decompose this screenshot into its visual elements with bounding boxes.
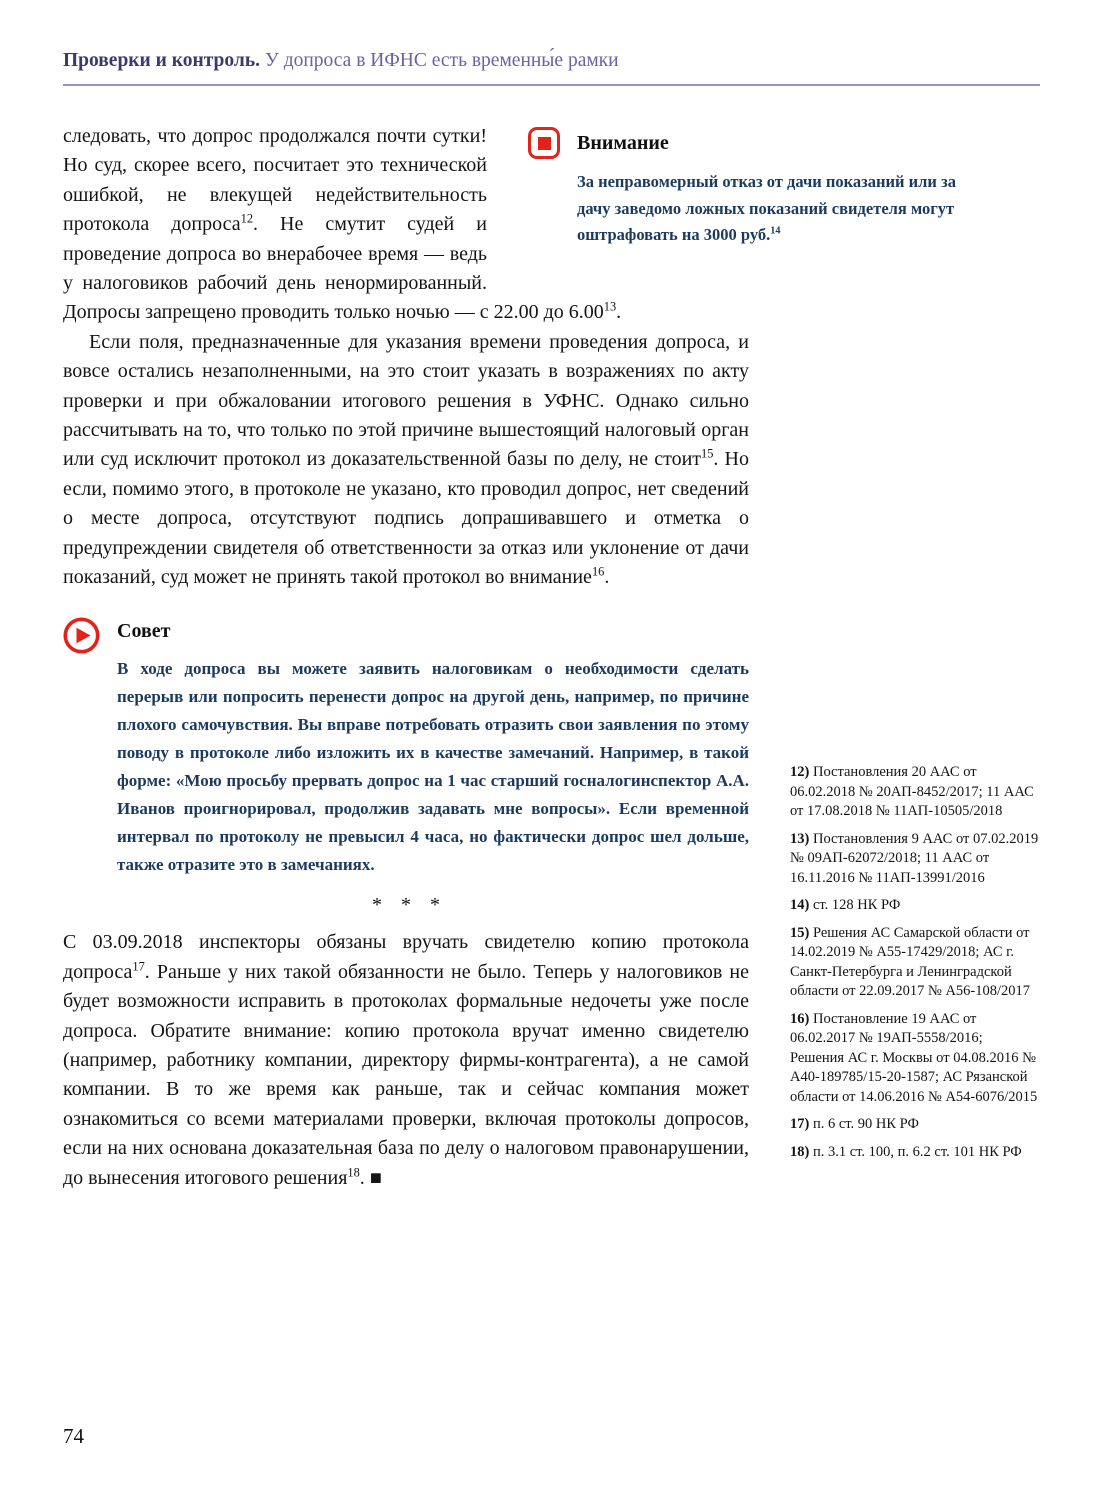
paragraph-1: следовать, что допрос продолжался почти сутки! Но суд, скорее всего, посчитает это технической ошибкой, не влекущей недействительность протокола допроса$^{12}$. Не смутит судей и проведение допроса во внерабочее время — ведь у налоговиков рабочий день ненормированный. Допросы запрещено проводить только ночью — с 22.00 до 6.00$^{13}$. xyxy=(63,122,749,328)
footnote-14 xyxy=(790,896,1040,916)
callout-spacer xyxy=(487,122,749,270)
attention-title: Внимание xyxy=(577,131,669,154)
tip-content xyxy=(117,615,749,879)
paragraph-2: Если поля, предназначенные для указания времени проведения допроса, и вовсе остались незаполненными, на это стоит указать в возражениях по акту проверки и при обжаловании итогового решения в УФНС. Однако сильно рассчитывать на то, что только по этой причине вышестоящий налоговый орган или суд исключит протокол из доказательственной базы по делу, не стоит$^{15}$. Но если, помимо этого, в протоколе не указано, кто проводил допрос, нет сведений о месте допроса, отсутствуют подпись допрашивавшего и отметка о предупреждении свидетеля об ответственности за отказ или уклонение от дачи показаний, суд может не принять такой протокол во внимание$^{16}$. xyxy=(63,330,749,589)
paragraph-3: С 03.09.2018 инспекторы обязаны вручать свидетелю копию протокола допроса$^{17}$. Раньше у них такой обязанности не было. Теперь у налоговиков не будет возможности исправить в протоколах формальные недочеты уже после допроса. Обратите внимание: копию протокола вручат именно свидетелю (например, работнику компании, директору фирмы-контрагента), а не самой компании. В то же время как раньше, так и сейчас компания может ознакомиться со всеми материалами проверки, включая протоколы допросов, если на них основана доказательная база по делу о налоговом правонарушении, до вынесения итогового решения$^{18}$. ■ xyxy=(63,931,749,1189)
page-header xyxy=(63,50,619,72)
footnote-16 xyxy=(790,1010,1040,1108)
article-body xyxy=(63,122,749,1193)
footnote-ref: 18 xyxy=(347,1164,360,1179)
footnote-number: 12) xyxy=(790,764,810,780)
footnote-12 xyxy=(790,763,1040,822)
footnote-18 xyxy=(790,1143,1040,1163)
footnote-15 xyxy=(790,924,1040,1002)
footnote-ref: 17 xyxy=(132,959,145,974)
page-number: 74 xyxy=(63,1424,84,1448)
footnotes-column xyxy=(790,763,1040,1170)
footnote-ref: 16 xyxy=(591,564,605,579)
attention-text: За неправомерный отказ от дачи показаний или за дачу заведомо ложных показаний свидетеля могут оштрафовать на 3000 руб.$^{14}$ xyxy=(577,172,956,244)
footnote-number: 13) xyxy=(790,830,810,847)
footnote-text: Постановления 9 ААС от 07.02.2019 № 09АП-62072/2018; 11 ААС от 16.11.2016 № 11АП-13991/2016 xyxy=(790,830,1039,886)
footnote-text: Решения АС Самарской области от 14.02.2019 № А55-17429/2018; АС г. Санкт-Петербурга и Ленинградской области от 22.09.2017 № А56-108/2017 xyxy=(790,924,1031,999)
footnote-text: ст. 128 НК РФ xyxy=(812,897,901,913)
footnote-17 xyxy=(790,1115,1040,1135)
footnote-number: 16) xyxy=(790,1010,810,1027)
article-title: У допроса в ИФНС есть временны́е рамки xyxy=(265,50,619,71)
footnote-number: 17) xyxy=(790,1116,810,1132)
footnote-ref: 15 xyxy=(701,446,714,461)
footnote-text: п. 6 ст. 90 НК РФ xyxy=(812,1116,919,1132)
footnote-number: 18) xyxy=(790,1143,810,1160)
footnote-text: п. 3.1 ст. 100, п. 6.2 ст. 101 НК РФ xyxy=(812,1143,1022,1160)
header-rule xyxy=(63,84,1040,86)
tip-title: Совет xyxy=(117,619,171,642)
footnote-ref: 13 xyxy=(603,299,617,314)
footnote-ref: 14 xyxy=(770,225,781,237)
footnote-number: 14) xyxy=(790,897,810,913)
footnote-text: Постановление 19 ААС от 06.02.2017 № 19АП-5558/2016; Решения АС г. Москвы от 04.08.2016 № А40-189785/15-20-1587; АС Рязанской области от 14.06.2016 № А54-6076/2015 xyxy=(790,1010,1038,1105)
section-separator: * * * xyxy=(372,893,447,916)
footnote-text: Постановления 20 ААС от 06.02.2018 № 20АП-8452/2017; 11 ААС от 17.08.2018 № 11АП-10505/2018 xyxy=(790,764,1034,819)
footnote-ref: 12 xyxy=(240,211,254,226)
tip-callout xyxy=(63,615,749,879)
section-kicker: Проверки и контроль. xyxy=(63,50,261,71)
tip-play-icon xyxy=(63,615,100,879)
footnote-number: 15) xyxy=(790,924,810,941)
tip-text: В ходе допроса вы можете заявить налоговикам о необходимости сделать перерыв или попросить перенести допрос на другой день, например, по причине плохого самочувствия. Вы вправе потребовать отразить свои заявления по этому поводу в протоколе либо изложить их в качестве замечаний. Например, в такой форме: «Мою просьбу прервать допрос на 1 час старший госналогинспектор А.А. Иванов проигнорировал, продолжив задавать мне вопросы». Если временной интервал по протоколу не превысил 4 часа, но фактически допрос шел дольше, также отразите это в замечаниях. xyxy=(117,658,749,874)
footnote-13 xyxy=(790,830,1040,889)
